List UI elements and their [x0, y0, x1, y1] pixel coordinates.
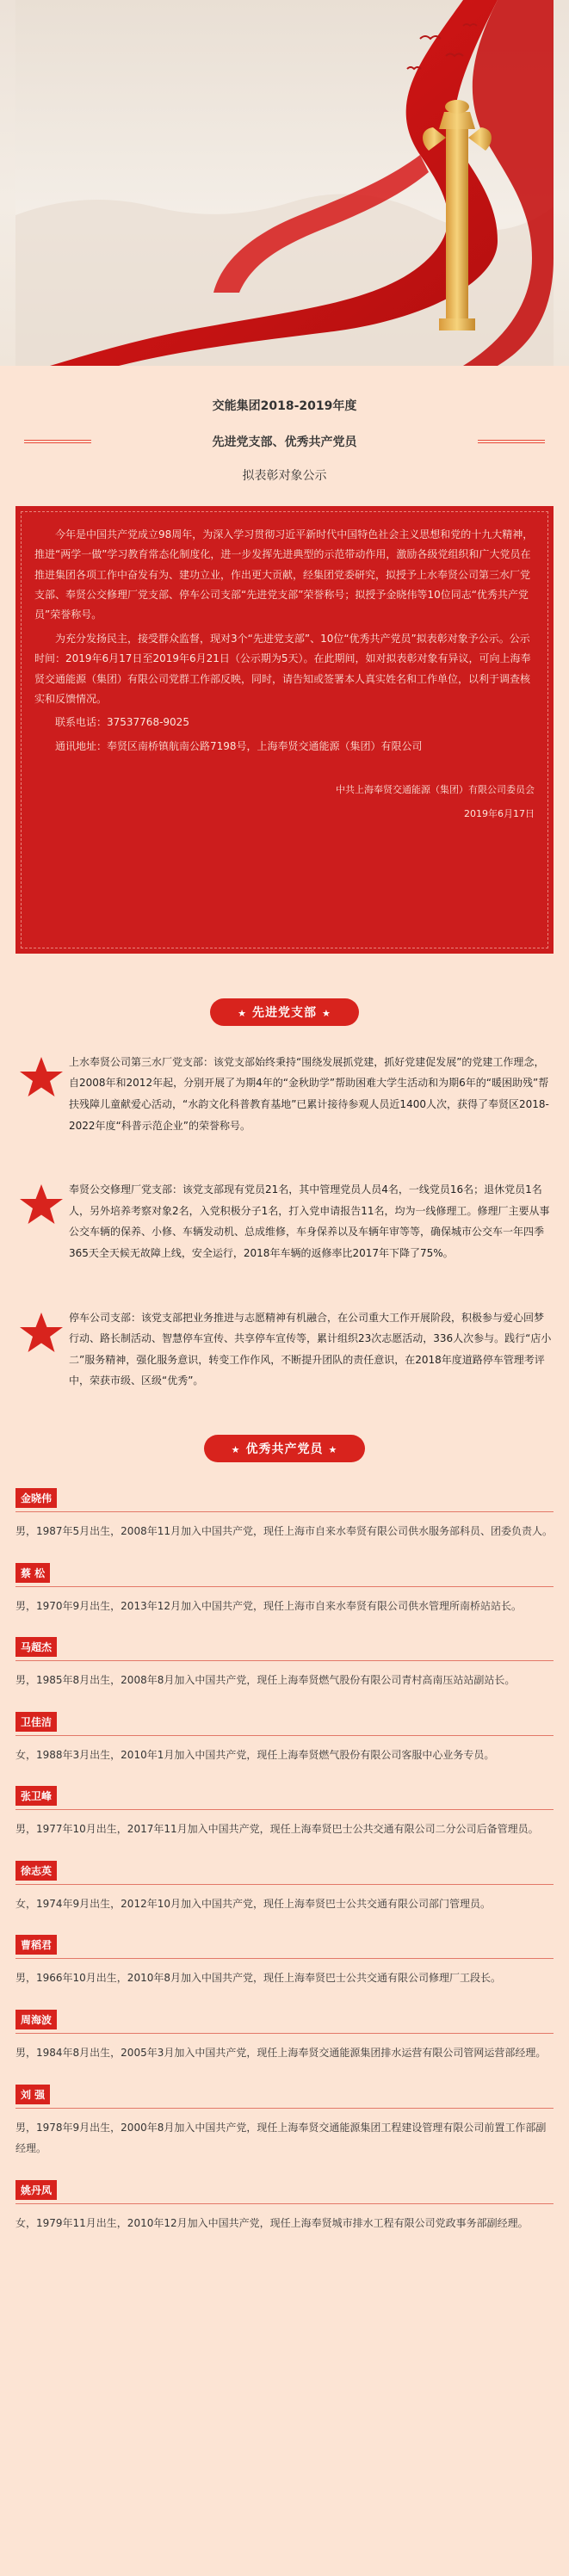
member-name: 徐志英 — [15, 1861, 57, 1881]
star-icon — [19, 1311, 64, 1356]
member-description: 女，1979年11月出生，2010年12月加入中国共产党，现任上海奉贤城市排水工程有限公司党政事务部副经理。 — [15, 2203, 554, 2234]
banner-illustration — [15, 0, 554, 366]
member-name: 周海波 — [15, 2010, 57, 2029]
star-icon: ★ — [328, 1443, 338, 1455]
member-name: 刘 强 — [15, 2085, 50, 2104]
member-description: 男，1970年9月出生，2013年12月加入中国共产党，现任上海市自来水奉贤有限公司供水管理所南桥站站长。 — [15, 1586, 554, 1617]
member-description: 男，1978年9月出生，2000年8月加入中国共产党，现任上海奉贤交通能源集团工程建设管理有限公司前置工作部副经理。 — [15, 2108, 554, 2159]
member-name: 卫佳洁 — [15, 1712, 57, 1732]
branch-text: 上水奉贤公司第三水厂党支部：该党支部始终秉持“围绕发展抓党建，抓好党建促发展”的党建工作理念，自2008年和2012年起，分别开展了为期4年的“金秋助学”帮助困难大学生活动和为期6年的“暖困助残”帮扶残障儿童献爱心活动，“水韵文化科普教育基地”已累计接待参观人员近1400人次，获得了奉贤区2018-2022年度“科普示范企业”的荣誉称号。 — [69, 1055, 549, 1132]
notice-box — [15, 506, 554, 954]
header-banner — [0, 0, 569, 366]
member-entry — [15, 2085, 554, 2159]
title-decoration-left — [24, 440, 91, 443]
title-decoration-right — [478, 440, 545, 443]
branches-section-heading — [0, 998, 569, 1026]
notice-paragraph-1: 今年是中国共产党成立98周年，为深入学习贯彻习近平新时代中国特色社会主义思想和党的十九大精神，推进“两学一做”学习教育常态化制度化，进一步发挥先进典型的示范带动作用，激励各级党组织和广大党员在推进集团各项工作中奋发有为、建功立业，作出更大贡献，经集团党委研究，拟授予上水奉贤公司第三水厂党支部、奉贤公交修理厂党支部、停车公司支部“先进党支部”荣誉称号；拟授予金晓伟等10位同志“优秀共产党员”荣誉称号。 — [34, 528, 534, 621]
member-entry — [15, 1637, 554, 1691]
title-line-1: 交能集团2018-2019年度 — [212, 399, 357, 413]
member-entry — [15, 2180, 554, 2234]
title-line-2 — [0, 435, 569, 452]
member-name: 曹稻君 — [15, 1935, 57, 1955]
members-heading-pill — [204, 1435, 366, 1462]
branch-entry — [15, 1052, 554, 1136]
member-description: 女，1974年9月出生，2012年10月加入中国共产党，现任上海奉贤巴士公共交通有限公司部门管理员。 — [15, 1884, 554, 1915]
branch-text: 停车公司支部：该党支部把业务推进与志愿精神有机融合，在公司重大工作开展阶段，积极参与爱心回梦行动、路长制活动、智慧停车宣传、共享停车宣传等，累计组织23次志愿活动，336人次参与。践行“店小二”服务精神，强化服务意识，转变工作作风，不断提升团队的责任意识，在2018年度道路停车管理考评中，荣获市级、区级“优秀”。 — [69, 1311, 552, 1387]
member-entry — [15, 1712, 554, 1766]
member-name: 蔡 松 — [15, 1563, 50, 1583]
star-icon: ★ — [238, 1007, 247, 1019]
notice-address: 通讯地址：奉贤区南桥镇航南公路7198号，上海奉贤交通能源（集团）有限公司 — [55, 739, 423, 752]
branch-entry — [15, 1179, 554, 1263]
members-heading-text: 优秀共产党员 — [245, 1442, 324, 1456]
notice-signature: 中共上海奉贤交通能源（集团）有限公司委员会 — [336, 784, 535, 796]
star-icon: ★ — [231, 1443, 241, 1455]
notice-phone: 联系电话：37537768-9025 — [55, 716, 189, 729]
member-entry — [15, 1488, 554, 1542]
star-icon: ★ — [322, 1007, 331, 1019]
member-name: 金晓伟 — [15, 1488, 57, 1508]
member-entry — [15, 1935, 554, 1989]
member-description: 男，1984年8月出生，2005年3月加入中国共产党，现任上海奉贤交通能源集团排水运营有限公司管网运营部经理。 — [15, 2033, 554, 2064]
banner-ribbon-graphic — [15, 0, 554, 366]
member-description: 男，1985年8月出生，2008年8月加入中国共产党，现任上海奉贤燃气股份有限公司青村高南压站站副站长。 — [15, 1660, 554, 1691]
branches-heading-pill — [210, 998, 359, 1026]
member-name: 姚丹凤 — [15, 2180, 57, 2200]
member-description: 男，1987年5月出生，2008年11月加入中国共产党，现任上海市自来水奉贤有限公司供水服务部科员、团委负责人。 — [15, 1511, 554, 1542]
branch-entry — [15, 1307, 554, 1392]
member-name: 张卫峰 — [15, 1786, 57, 1806]
title-block — [0, 366, 569, 485]
member-description: 男，1966年10月出生，2010年8月加入中国共产党，现任上海奉贤巴士公共交通有限公司修理厂工段长。 — [15, 1958, 554, 1989]
member-entry — [15, 2010, 554, 2064]
member-entry — [15, 1861, 554, 1915]
member-entry — [15, 1786, 554, 1840]
member-description: 男，1977年10月出生，2017年11月加入中国共产党，现任上海奉贤巴士公共交通有限公司二分公司后备管理员。 — [15, 1809, 554, 1840]
member-description: 女，1988年3月出生，2010年1月加入中国共产党，现任上海奉贤燃气股份有限公司客服中心业务专员。 — [15, 1735, 554, 1766]
notice-date: 2019年6月17日 — [464, 807, 535, 819]
star-icon — [19, 1183, 64, 1227]
members-section-heading — [0, 1435, 569, 1462]
member-name: 马超杰 — [15, 1637, 57, 1657]
branches-heading-text: 先进党支部 — [252, 1005, 317, 1020]
star-icon — [19, 1055, 64, 1100]
title-line-3: 拟表彰对象公示 — [242, 469, 327, 484]
notice-paragraph-2: 为充分发扬民主，接受群众监督，现对3个“先进党支部”、10位“优秀共产党员”拟表彰对象予公示。公示时间：2019年6月17日至2019年6月21日（公示期为5天）。在此期间，如对拟表彰对象有异议，可向上海奉贤交通能源（集团）有限公司党群工作部反映，同时，请告知或签署本人真实姓名和工作单位，以利于调查核实和反馈情况。 — [34, 632, 531, 705]
branch-text: 奉贤公交修理厂党支部：该党支部现有党员21名，其中管理党员人员4名，一线党员16名；退休党员1名人，另外培养考察对象2名，入党积极分子1名，打入党申请报告11名，均为一线修理工。修理厂主要从事公交车辆的保养、小修、车辆发动机、总成维修，车身保养以及车辆年审等等，确保城市公交车一年四季365天全天候无故障上线，安全运行，2018年车辆的返修率比2017年下降了75%。 — [69, 1183, 550, 1259]
member-entry — [15, 1563, 554, 1617]
title-line-2-text: 先进党支部、优秀共产党员 — [212, 435, 357, 449]
